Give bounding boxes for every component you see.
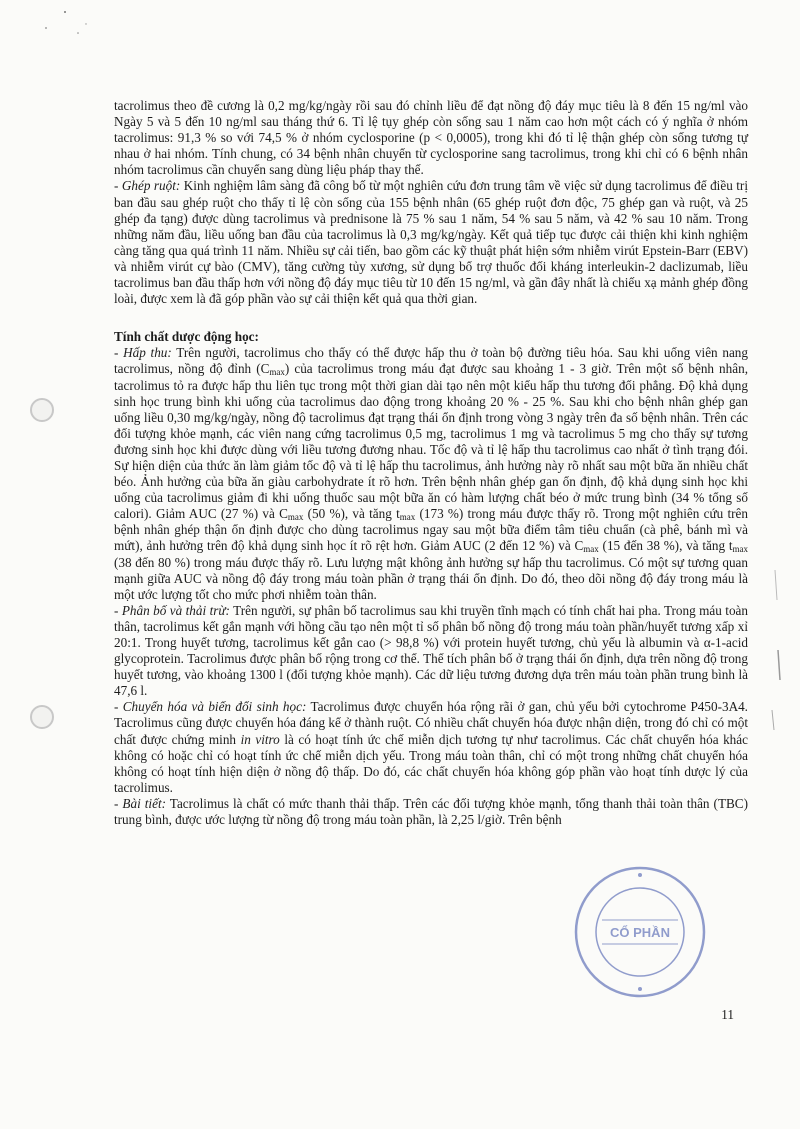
label-metabolism: - Chuyển hóa và biến đổi sinh học: [114,699,307,715]
binder-hole-bottom [30,705,54,729]
label-excretion: - Bài tiết: [114,795,167,811]
subscript-max: max [732,544,749,555]
absorption-text-1: Trên người, tacrolimus cho thấy có thể được hấp thu ở toàn bộ đường tiêu hóa. Sau khi uống viên nang tacrolimus, nồng độ đỉnh (C [114,345,748,377]
page-number: 11 [721,1007,734,1022]
subscript-max: max [583,544,599,555]
binder-hole-top [30,398,54,422]
text-excretion: Tacrolimus là chất có mức thanh thải thấp. Trên các đối tượng khỏe mạnh, tổng thanh thải toàn thân (TBC) trung bình, được ước lượng từ nồng độ trong máu toàn phần, là 2,25 l/giờ. Trên bệnh [114,795,748,828]
document-body [114,98,748,828]
scan-specks [40,0,100,40]
metabolism-text-2: là có hoạt tính ức chế miễn dịch tương tự như tacrolimus. Các chất chuyển hóa khác không có hoặc chỉ có hoạt tính ức chế miễn dịch yếu. Trong máu toàn thân, chỉ có một trong những chất chuyển hóa không có hoạt tính hiện diện ở nồng độ thấp. Do đó, các chất chuyển hóa không góp phần vào hoạt tính dược lý của tacrolimus. [114,731,748,795]
subscript-max: max [399,512,416,523]
absorption-text-4: (173 %) trong máu được thấy rõ. Trong một nghiên cứu trên bệnh nhân ghép thận ổn định được cho dùng tacrolimus ngay sau một bữa điểm tâm tiêu chuẩn (cà phê, bánh mì và mứt), ảnh hưởng trên độ khả dụng sinh học ít rõ rệt hơn. Giảm AUC (2 đến 12 %) và C [114,506,748,554]
label-distribution: - Phân bố và thải trừ: [114,602,230,618]
paragraph-intestinal-graft [114,178,748,307]
text-distribution: Trên người, sự phân bố tacrolimus sau khi truyền tĩnh mạch có tính chất hai pha. Trong máu toàn thân, tacrolimus kết gắn mạnh với hồng cầu tạo nên một tỉ số phân bố nồng độ trong máu toàn phần/huyết tương xấp xỉ 20:1. Trong huyết tương, tacrolimus kết gắn cao (> 98,8 %) với protein huyết tương, chủ yếu là albumin và α-1-acid glycoprotein. Tacrolimus được phân bố rộng trong cơ thể. Thể tích phân bố ở trạng thái ổn định, dựa trên nồng độ trong huyết tương, vào khoảng 1300 l (đối tượng khỏe mạnh). Các dữ liệu tương đương dựa trên máu toàn phần trung bình là 47,6 l. [114,602,748,699]
absorption-text-5: (15 đến 38 %), và tăng t [598,538,733,554]
subscript-max: max [287,512,304,523]
heading-pharmacokinetics: Tính chất dược động học: [114,329,259,345]
label-absorption: - Hấp thu: [114,345,172,361]
paragraph-pancreas-kidney: tacrolimus theo đề cương là 0,2 mg/kg/ngày rồi sau đó chỉnh liều để đạt nồng độ đáy mục tiêu là 8 đến 15 ng/ml vào Ngày 5 và 5 đến 10 ng/ml sau tháng thứ 6. Tỉ lệ tụy ghép còn sống sau 1 năm cao hơn một cách có ý nghĩa ở nhóm tacrolimus: 91,3 % so với 74,5 % ở nhóm cyclosporine (p < 0,0005), trong khi đó tỉ lệ thận ghép còn sống tương tự nhau ở hai nhóm. Tính chung, có 34 bệnh nhân chuyển từ cyclosporine sang tacrolimus, trong khi chỉ có 6 bệnh nhân nhóm tacrolimus cần chuyển sang dùng liệu pháp thay thế. [114,98,748,178]
absorption-text-3: (50 %), và tăng t [303,506,400,522]
paragraph-absorption [114,345,748,603]
stamp-text: CỔ PHẦN [610,925,670,940]
paragraph-metabolism [114,699,748,796]
subscript-max: max [269,367,285,378]
scan-edge-marks [760,560,790,740]
absorption-text-6: (38 đến 80 %) trong máu được thấy rõ. Lưu lượng mật không ảnh hưởng sự hấp thu tacrolimus. Có một sự tương quan mạnh giữa AUC và nồng độ đáy trong máu toàn phần ở trạng thái ổn định. Do đó, theo dõi nồng độ đáy trong máu là một ước lượng tốt cho mức phơi nhiễm toàn thân. [114,554,748,602]
label-intestinal-graft: - Ghép ruột: [114,178,181,194]
in-vitro-term: in vitro [240,731,280,747]
absorption-text-2: ) của tacrolimus trong máu đạt được sau khoảng 1 - 3 giờ. Trên một số bệnh nhân, tacrolimus tỏ ra được hấp thu liên tục trong một thời gian dài tạo nên một kiểu hấp thu tương đối phẳng. Độ khả dụng sinh học trung bình khi uống của tacrolimus dao động trong khoảng 20 % - 25 %. Sau khi cho bệnh nhân ghép gan uống liều 0,30 mg/kg/ngày, nồng độ tacrolimus đạt trạng thái ổn định trong vòng 3 ngày trên đa số bệnh nhân. Trên các đối tượng khỏe mạnh, các viên nang cứng tacrolimus 0,5 mg, tacrolimus 1 mg và tacrolimus 5 mg cho thấy sự tương đương sinh học khi được dùng với liều tương đương nhau. Tốc độ và tỉ lệ hấp thu tacrolimus cao nhất ở tình trạng đói. Sự hiện diện của thức ăn làm giảm tốc độ và tỉ lệ hấp thu tacrolimus, ảnh hưởng này rõ nhất sau một bữa ăn nhiều chất béo. Ảnh hưởng của bữa ăn giàu carbohydrate ít rõ hơn. Trên bệnh nhân ghép gan ổn định, độ khả dụng sinh học khi uống của tacrolimus giảm đi khi uống thuốc sau một bữa ăn có hàm lượng chất béo ở mức trung bình (34 % tổng số calori). Giảm AUC (27 %) và C [114,361,748,522]
paragraph-distribution [114,603,748,700]
text-intestinal-graft: Kinh nghiệm lâm sàng đã công bố từ một nghiên cứu đơn trung tâm về việc sử dụng tacrolimus để điều trị ban đầu sau ghép ruột cho thấy tỉ lệ còn sống của 155 bệnh nhân (65 ghép ruột đơn độc, 75 ghép gan và ruột, và 25 ghép đa tạng) được dùng tacrolimus và prednisone là 75 % sau 1 năm, 54 % sau 5 năm, và 42 % sau 10 năm. Trong những năm đầu, liều uống ban đầu của tacrolimus là 0,3 mg/kg/ngày. Kết quả tiếp tục được cải thiện khi kinh nghiệm càng tăng qua quá trình 11 năm. Nhiều sự cải tiến, bao gồm các kỹ thuật phát hiện sớm nhiễm virút Epstein-Barr (EBV) và nhiễm virút cự bào (CMV), tăng cường tủy xương, sử dụng bổ trợ thuốc đối kháng interleukin-2 daclizumab, liều tacrolimus ban đầu thấp hơn với nồng độ đáy mục tiêu từ 10 đến 15 ng/ml, và gần đây nhất là chiếu xạ mảnh ghép đồng loài, được xem là đã góp phần vào sự cải thiện kết quả qua thời gian. [114,178,748,307]
metabolism-text-1: Tacrolimus được chuyển hóa rộng rãi ở gan, chủ yếu bởi cytochrome P450-3A4. Tacrolimus cũng được chuyển hóa đáng kể ở thành ruột. Có nhiều chất chuyển hóa được nhận diện, trong đó chỉ có một chất được chứng minh [114,699,748,747]
paragraph-excretion [114,796,748,828]
company-seal-stamp [570,862,710,1002]
